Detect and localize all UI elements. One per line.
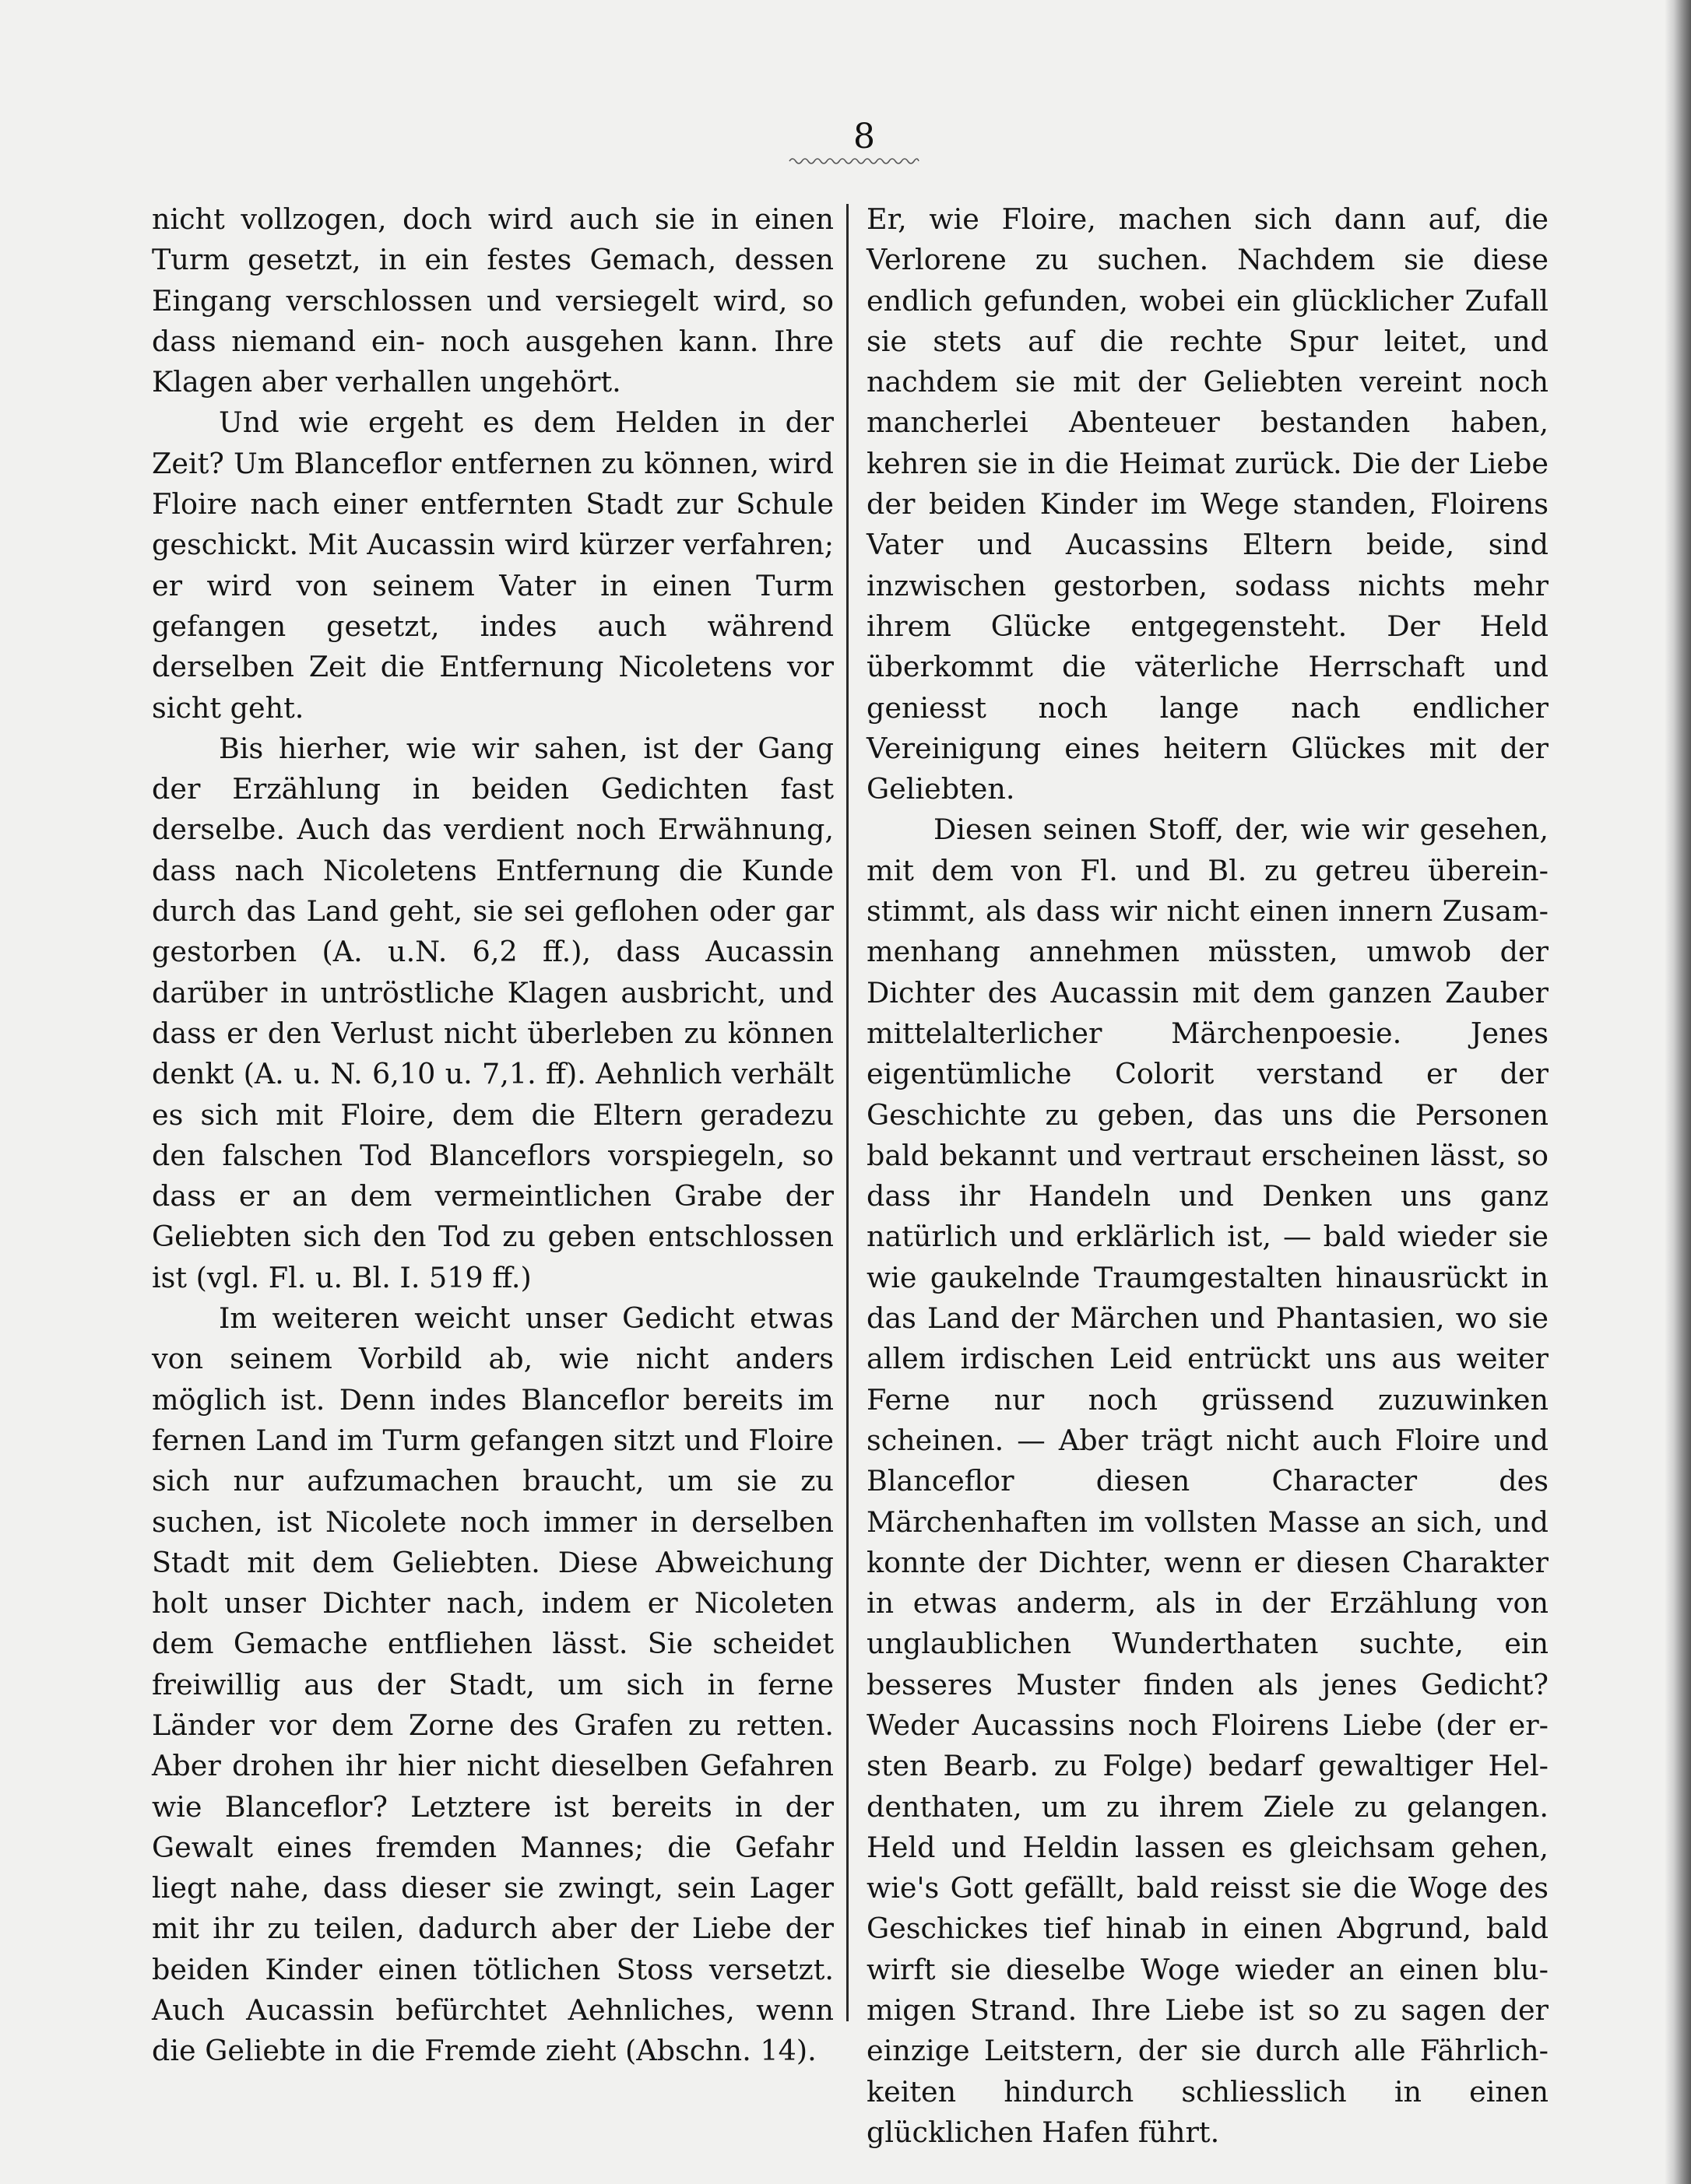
column-divider — [846, 204, 849, 2021]
page-number: 8 — [853, 117, 875, 156]
page-edge-shadow — [1665, 0, 1691, 2184]
right-column — [867, 199, 1549, 2153]
paragraph: Im weiteren weicht unser Gedicht etwas von seinem Vorbild ab, wie nicht anders möglich ist. Denn indes Blanceflor bereits im fernen Land im Turm gefangen sitzt und Floire sich nur aufzumachen braucht, um sie zu suchen, ist Nicolete noch immer in derselben Stadt mit dem Geliebten. Diese Abweichung holt unser Dichter nach, indem er Nicoleten dem Gemache entfliehen lässt. Sie scheidet freiwillig aus der Stadt, um sich in ferne Länder vor dem Zorne des Grafen zu retten. Aber drohen ihr hier nicht dieselben Gefahren wie Blanceflor? Letztere ist bereits in der Gewalt eines fremden Mannes; die Gefahr liegt nahe, dass dieser sie zwingt, sein Lager mit ihr zu teilen, dadurch aber der Liebe der beiden Kinder einen tötlichen Stoss versetzt. Auch Aucassin befürchtet Aehnliches, wenn die Geliebte in die Fremde zieht (Abschn. 14). — [152, 1301, 834, 2068]
paragraph: nicht vollzogen, doch wird auch sie in einen Turm gesetzt, in ein festes Gemach, dessen Eingang verschlossen und versiegelt wird, so dass niemand ein- noch ausgehen kann. Ihre Klagen aber verhallen ungehört. — [152, 202, 834, 399]
left-column — [152, 199, 834, 2072]
paragraph: Diesen seinen Stoff, der, wie wir gesehen, mit dem von Fl. und Bl. zu getreu übereinstimmt, als dass wir nicht einen innern Zusammenhang annehmen müssten, umwob der Dichter des Aucassin mit dem ganzen Zauber mittelalterlicher Märchenpoesie. Jenes eigentümliche Colorit verstand er der Geschichte zu geben, das uns die Personen bald bekannt und vertraut erscheinen lässt, so dass ihr Handeln und Denken uns ganz natürlich und erklärlich ist, — bald wieder sie wie gaukelnde Traumgestalten hinausrückt in das Land der Märchen und Phantasien, wo sie allem irdischen Leid entrückt uns aus weiter Ferne nur noch grüssend zuzuwinken scheinen. — Aber trägt nicht auch Floire und Blanceflor diesen Character des Märchenhaften im vollsten Masse an sich, und konnte der Dichter, wenn er diesen Charakter in etwas anderm, als in der Erzählung von unglaublichen Wunderthaten suchte, ein besseres Muster finden als jenes Gedicht? Weder Aucassins noch Floirens Liebe (der ersten Bearb. zu Folge) bedarf gewaltiger Heldenthaten, um zu ihrem Ziele zu gelangen. Held und Heldin lassen es gleichsam gehen, wie's Gott gefällt, bald reisst sie die Woge des Geschickes tief hinab in einen Abgrund, bald wirft sie dieselbe Woge wieder an einen blumigen Strand. Ihre Liebe ist so zu sagen der einzige Leitstern, der sie durch alle Fährlichkeiten hindurch schliesslich in einen glücklichen Hafen führt. — [867, 813, 1549, 2149]
paragraph: Bis hierher, wie wir sahen, ist der Gang der Erzählung in beiden Gedichten fast derselbe. Auch das verdient noch Erwähnung, dass nach Nicoletens Entfernung die Kunde durch das Land geht, sie sei geflohen oder gar gestorben (A. u.N. 6,2 ff.), dass Aucassin darüber in untröstliche Klagen ausbricht, und dass er den Verlust nicht überleben zu können denkt (A. u. N. 6,10 u. 7,1. ff). Aehnlich verhält es sich mit Floire, dem die Eltern geradezu den falschen Tod Blanceflors vorspiegeln, so dass er an dem vermeintlichen Grabe der Geliebten sich den Tod zu geben entschlossen ist (vgl. Fl. u. Bl. I. 519 ff.) — [152, 731, 834, 1294]
paragraph: Und wie ergeht es dem Helden in der Zeit? Um Blanceflor entfernen zu können, wird Floire nach einer entfernten Stadt zur Schule geschickt. Mit Aucassin wird kürzer verfahren; er wird von seinem Vater in einen Turm gefangen gesetzt, indes auch während derselben Zeit die Entfernung Nicoletens vor sicht geht. — [152, 406, 834, 725]
paragraph: Er, wie Floire, machen sich dann auf, die Verlorene zu suchen. Nachdem sie diese endlich gefunden, wobei ein glücklicher Zufall sie stets auf die rechte Spur leitet, und nachdem sie mit der Geliebten vereint noch mancherlei Abenteuer bestanden haben, kehren sie in die Heimat zurück. Die der Liebe der beiden Kinder im Wege standen, Floirens Vater und Aucassins Eltern beide, sind inzwischen gestorben, sodass nichts mehr ihrem Glücke entgegensteht. Der Held überkommt die väterliche Herrschaft und geniesst noch lange nach endlicher Vereinigung eines heitern Glückes mit der Geliebten. — [867, 202, 1549, 806]
wavy-ornament — [788, 156, 920, 167]
